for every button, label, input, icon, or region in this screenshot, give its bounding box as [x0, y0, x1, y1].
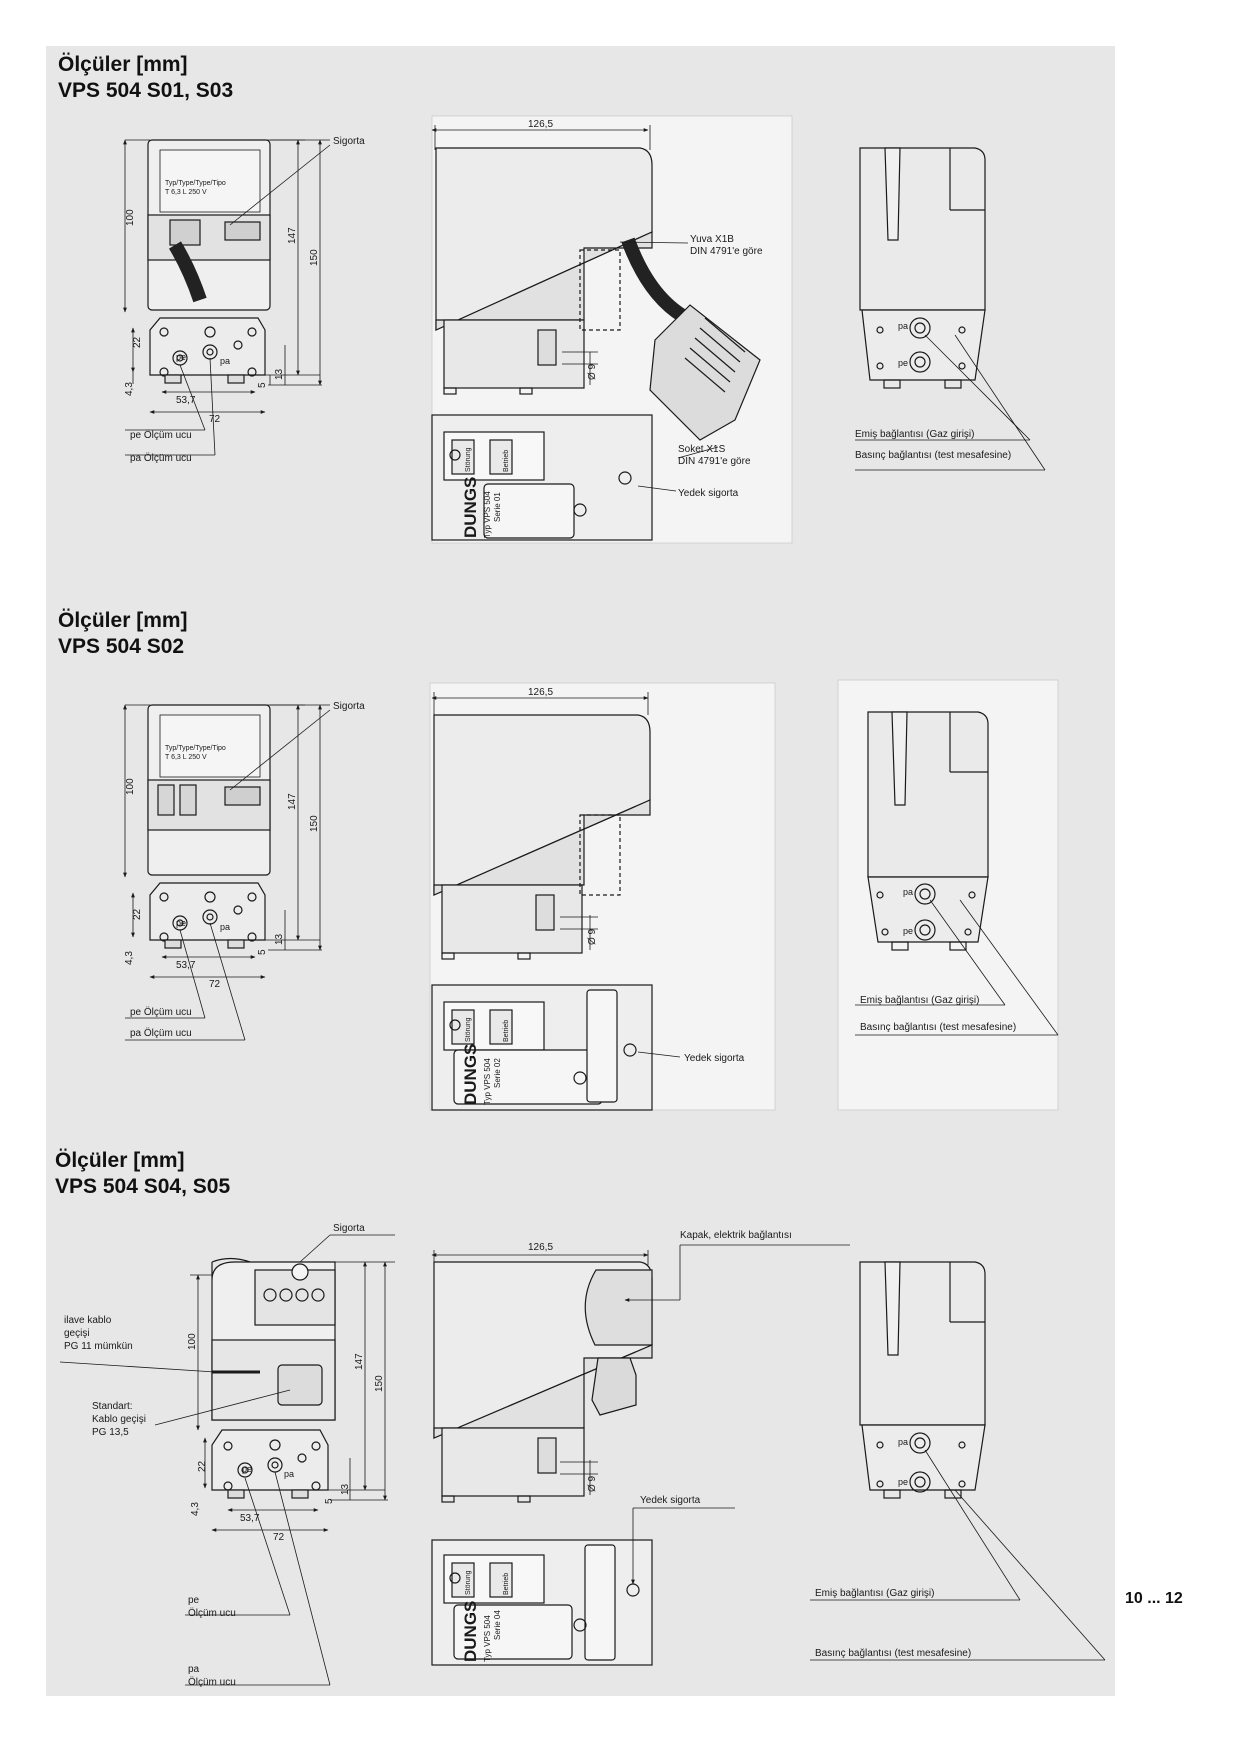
- s1-sigorta-label: Sigorta: [333, 136, 365, 147]
- s3-emis-label: Emiş bağlantısı (Gaz girişi): [815, 1588, 935, 1599]
- s1-dim-147: 147: [287, 227, 298, 244]
- page-number: 10 ... 12: [1125, 1590, 1183, 1607]
- s3-ilave-line3: PG 11 mümkün: [64, 1341, 133, 1352]
- s1-side-view: [432, 116, 792, 543]
- s3-dim-537: 53,7: [240, 1513, 260, 1524]
- section-1-title-line2: VPS 504 S01, S03: [58, 79, 234, 102]
- s1-typ-vps: Typ VPS 504: [483, 491, 492, 538]
- s1-soket-line2: DIN 4791'e göre: [678, 456, 751, 467]
- s3-typ-vps: Typ VPS 504: [483, 1615, 492, 1662]
- s1-pe-olcum: pe Ölçüm ucu: [130, 430, 192, 441]
- s2-dim-147: 147: [287, 793, 298, 810]
- s3-dim-9: Ø 9: [587, 1475, 598, 1492]
- s3-dim-13: 13: [340, 1483, 351, 1495]
- s2-basinc-label: Basınç bağlantısı (test mesafesine): [860, 1022, 1017, 1033]
- s1-dim-22: 22: [132, 336, 143, 348]
- s2-dim-72: 72: [209, 979, 221, 990]
- s1-dim-9: Ø 9: [587, 363, 598, 380]
- s3-yedek-label: Yedek sigorta: [640, 1495, 701, 1506]
- s3-dim-22: 22: [197, 1460, 208, 1472]
- s3-pa-olcum: Ölçüm ucu: [188, 1677, 236, 1688]
- section-1-title-line1: Ölçüler [mm]: [58, 53, 188, 76]
- s2-dim-150: 150: [309, 815, 320, 832]
- s3-dim-1265: 126,5: [528, 1242, 554, 1253]
- s3-basinc-label: Basınç bağlantısı (test mesafesine): [815, 1648, 972, 1659]
- s1-rear-pe: pe: [898, 358, 909, 368]
- s2-rear-pa: pa: [903, 887, 914, 897]
- section-3-title-line2: VPS 504 S04, S05: [55, 1175, 231, 1198]
- s3-kapak-label: Kapak, elektrik bağlantısı: [680, 1230, 792, 1241]
- s2-pa-port: pa: [220, 922, 231, 932]
- s1-basinc-label: Basınç bağlantısı (test mesafesine): [855, 450, 1012, 461]
- s3-pa-port: pa: [284, 1469, 295, 1479]
- s1-stoerung: Störung: [465, 447, 472, 472]
- s2-yedek-label: Yedek sigorta: [684, 1053, 745, 1064]
- s1-yedek-label: Yedek sigorta: [678, 488, 739, 499]
- s2-emis-label: Emiş bağlantısı (Gaz girişi): [860, 995, 980, 1006]
- s1-dim-150: 150: [309, 249, 320, 266]
- s3-dim-150: 150: [374, 1375, 385, 1392]
- s1-fuse-rating: T 6,3 L 250 V: [165, 189, 207, 196]
- s3-betrieb: Betrieb: [503, 1572, 510, 1595]
- s1-typ-label: Typ/Type/Type/Tipo: [165, 180, 226, 187]
- s3-pe-label: pe: [188, 1595, 200, 1606]
- s1-yuva-line2: DIN 4791'e göre: [690, 246, 763, 257]
- s1-dim-72: 72: [209, 414, 221, 425]
- s1-emis-label: Emiş bağlantısı (Gaz girişi): [855, 429, 975, 440]
- s1-pa-olcum: pa Ölçüm ucu: [130, 453, 192, 464]
- s2-dim-537: 53,7: [176, 960, 196, 971]
- s3-side-view: [432, 1245, 850, 1665]
- s1-dim-1265: 126,5: [528, 119, 554, 130]
- s2-dim-5: 5: [257, 949, 268, 955]
- s2-dim-100: 100: [125, 778, 136, 795]
- s2-pa-olcum: pa Ölçüm ucu: [130, 1028, 192, 1039]
- s2-pe-port: pe: [176, 918, 187, 928]
- s1-dim-5: 5: [257, 382, 268, 388]
- s1-serie: Serie 01: [493, 492, 502, 522]
- s1-rear-pa: pa: [898, 321, 909, 331]
- s3-pe-olcum: Ölçüm ucu: [188, 1608, 236, 1619]
- s2-betrieb: Betrieb: [503, 1019, 510, 1042]
- s3-ilave-line1: ilave kablo: [64, 1315, 112, 1326]
- s2-dim-1265: 126,5: [528, 687, 554, 698]
- s2-dim-9: Ø 9: [587, 928, 598, 945]
- s1-soket-line1: Soket X1S: [678, 444, 726, 455]
- s3-dim-147: 147: [354, 1353, 365, 1370]
- s3-rear-pe: pe: [898, 1477, 909, 1487]
- s2-dim-22: 22: [132, 908, 143, 920]
- s1-front-view: [125, 140, 330, 455]
- s2-stoerung: Störung: [465, 1017, 472, 1042]
- section-2-title-line1: Ölçüler [mm]: [58, 609, 188, 632]
- s2-typ-vps: Typ VPS 504: [483, 1058, 492, 1105]
- s3-standart-line1: Standart:: [92, 1401, 133, 1412]
- s3-dungs-logo: DUNGS: [461, 1600, 480, 1662]
- s2-dim-43: 4,3: [124, 951, 135, 965]
- s1-dim-537: 53,7: [176, 395, 196, 406]
- s2-typ-label: Typ/Type/Type/Tipo: [165, 745, 226, 752]
- section-3-title-line1: Ölçüler [mm]: [55, 1149, 185, 1172]
- s3-serie: Serie 04: [493, 1610, 502, 1640]
- s2-serie: Serie 02: [493, 1058, 502, 1088]
- s2-sigorta-label: Sigorta: [333, 701, 365, 712]
- s2-fuse-rating: T 6,3 L 250 V: [165, 754, 207, 761]
- s3-ilave-line2: geçişi: [64, 1328, 90, 1339]
- s2-pe-olcum: pe Ölçüm ucu: [130, 1007, 192, 1018]
- s3-standart-line2: Kablo geçişi: [92, 1414, 146, 1425]
- s3-rear-view: [810, 1262, 1105, 1660]
- s2-dungs-logo: DUNGS: [461, 1043, 480, 1105]
- s3-dim-72: 72: [273, 1532, 285, 1543]
- s3-sigorta-label: Sigorta: [333, 1223, 365, 1234]
- s2-front-view: [125, 705, 330, 1040]
- s1-pe-port: pe: [176, 352, 187, 362]
- s3-rear-pa: pa: [898, 1437, 909, 1447]
- s1-dim-100: 100: [125, 209, 136, 226]
- s3-dim-43: 4,3: [190, 1502, 201, 1516]
- s1-betrieb: Betrieb: [503, 449, 510, 472]
- s1-dim-43: 4,3: [124, 382, 135, 396]
- s1-dim-13: 13: [274, 368, 285, 380]
- s2-rear-view: [838, 680, 1058, 1110]
- s3-stoerung: Störung: [465, 1570, 472, 1595]
- s1-rear-view: [855, 148, 1045, 470]
- s1-pa-port: pa: [220, 356, 231, 366]
- s3-pe-port: pe: [242, 1464, 253, 1474]
- s3-standart-line3: PG 13,5: [92, 1427, 129, 1438]
- s3-dim-5: 5: [324, 1498, 335, 1504]
- section-2-title-line2: VPS 504 S02: [58, 635, 185, 658]
- s2-side-view: [430, 683, 775, 1110]
- s3-dim-100: 100: [187, 1333, 198, 1350]
- s1-dungs-logo: DUNGS: [461, 476, 480, 538]
- s3-pa-label: pa: [188, 1664, 200, 1675]
- s2-dim-13: 13: [274, 933, 285, 945]
- s2-rear-pe: pe: [903, 926, 914, 936]
- s1-yuva-line1: Yuva X1B: [690, 234, 734, 245]
